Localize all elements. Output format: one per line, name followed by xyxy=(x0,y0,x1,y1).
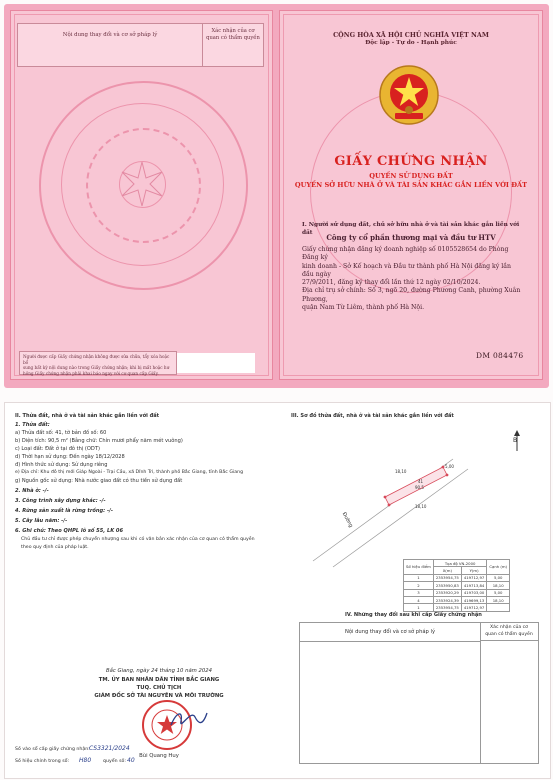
back-right-page xyxy=(285,409,543,769)
coordinate-table: Số hiệu điểm Tọa độ VN-2000 Cạnh (m) X(m) Y(m) 1 2353954,75 419712,97 5,00 2 2353950,83 419713,84 18,10 3 2353920,29 419703,00 5,00 4 2353924,39 419699,13 18,10 1 2353954,75 419712,97 xyxy=(403,559,510,612)
book-number-value: H80 xyxy=(79,757,92,764)
notice-box: Người được cấp Giấy chứng nhận không được sửa chữa, tẩy xóa hoặc bổ sung bất kỳ nội dung nào trong Giấy chứng nhận; khi bị mất hoặc hư hỏng Giấy chứng nhận phải khai báo ngay với cơ quan cấp Giấy. xyxy=(19,351,177,375)
certificate-front xyxy=(4,4,549,388)
certificate-subtitle-2: QUYỀN SỞ HỮU NHÀ Ở VÀ TÀI SẢN KHÁC GẮN LIỀN VỚI ĐẤT xyxy=(294,181,528,189)
issue-date: Bắc Giang, ngày 24 tháng 10 năm 2024 xyxy=(105,668,213,674)
front-left-page xyxy=(10,10,273,380)
parcel-number: 41 xyxy=(418,479,424,484)
book-number-label: Số hiệu chính trong sổ: xyxy=(15,759,70,764)
dimension-top: 18,10 xyxy=(395,469,407,474)
owner-name: Công ty cổ phần thương mại và đầu tư HTV xyxy=(326,233,496,242)
redaction-box xyxy=(177,353,255,373)
national-emblem-icon xyxy=(378,63,440,127)
parcel-diagram xyxy=(293,439,503,569)
section-iii-heading: III. Sơ đồ thửa đất, nhà ở và tài sản khác gắn liền với đất xyxy=(291,413,454,419)
table-row: 1 2353954,75 419712,97 5,00 xyxy=(404,574,510,581)
dimension-side: 5,00 xyxy=(445,464,454,469)
issuing-director: GIÁM ĐỐC SỞ TÀI NGUYÊN VÀ MÔI TRƯỜNG xyxy=(94,693,224,699)
nation-motto: Độc lập - Tự do - Hạnh phúc xyxy=(365,40,457,46)
certificate-subtitle-1: QUYỀN SỬ DỤNG ĐẤT xyxy=(369,172,453,180)
issuing-org: TM. ỦY BAN NHÂN DÂN TỈNH BẮC GIANG xyxy=(98,677,220,683)
table-row: 4 2353924,39 419699,13 18,10 xyxy=(404,596,510,603)
owner-details: Giấy chứng nhận đăng ký doanh nghiệp số 0105528654 do Phòng Đăng ký kinh doanh - Sở Kế hoạch và Đầu tư thành phố Hà Nội đăng ký lần đầu ngày 27/9/2011, đăng ký thay đổi lần thứ 12 ngày 02/10/2024. Địa chỉ trụ sở chính: Số 3, ngõ 20, đường Phương Canh, phường Xuân Phương, quận Nam Từ Liêm, thành phố Hà Nội. xyxy=(302,246,521,312)
road-label: Đường xyxy=(340,511,354,529)
certificate-title: GIẤY CHỨNG NHẬN xyxy=(334,154,488,169)
changes-col-content: Nội dung thay đổi và cơ sở pháp lý xyxy=(18,24,203,66)
section-iv-heading: IV. Những thay đổi sau khi cấp Giấy chứng nhận xyxy=(345,612,482,618)
changes-table-header xyxy=(17,23,264,67)
drum-star-icon xyxy=(117,159,167,209)
reg-number-label: Số vào sổ cấp giấy chứng nhận: xyxy=(15,747,90,752)
owner-section-heading: I. Người sử dụng đất, chủ sở hữu nhà ở và tài sản khác gắn liền với đất xyxy=(302,222,520,237)
serial-number: DM 084476 xyxy=(476,351,524,360)
section-ii-heading: II. Thửa đất, nhà ở và tài sản khác gắn liền với đất xyxy=(15,413,160,419)
signature-icon xyxy=(169,707,209,731)
north-label: B xyxy=(513,437,518,444)
dimension-bottom: 18,10 xyxy=(415,504,427,509)
front-right-page xyxy=(279,10,543,380)
changes-table: Nội dung thay đổi và cơ sở pháp lý Xác nhận của cơ quan có thẩm quyền xyxy=(299,622,539,764)
certificate-back xyxy=(4,402,551,779)
changes-col-confirm: Xác nhận của cơ quan có thẩm quyền xyxy=(206,28,260,41)
parcel-area: 90,5 xyxy=(415,485,424,490)
signer-name: Bùi Quang Huy xyxy=(139,753,179,759)
reg-number-value: CS3321/2024 xyxy=(89,745,130,752)
table-row: 2 2353950,83 419713,84 18,10 xyxy=(404,582,510,589)
table-row: 1 2353954,75 419712,97 xyxy=(404,604,510,611)
volume-number-value: 40 xyxy=(127,757,135,764)
back-left-page: II. Thửa đất, nhà ở và tài sản khác gắn liền với đất 1. Thửa đất: a) Thửa đất số: 41, tờ bản đồ số: 60 b) Diện tích: 90,5 m² (Bằng chữ: Chín mươi phẩy năm mét vuông) c) Loại đất: Đất ở tại đô thị (ODT) d) Thời hạn sử dụng: Đến ngày 18/12/2028 đ) Hình thức sử dụng: Sử dụng riêng e) Địa chỉ: Khu đô thị mới Giáp Ngoài - Trại Cầu, xã Dĩnh Trì, thành phố Bắc Giang, tỉnh Bắc Giang g) Nguồn gốc sử dụng: Nhà nước giao đất có thu tiền sử dụng đất 2. Nhà ở: -/- 3. Công trình xây dựng khác: -/- 4. Rừng sản xuất là rừng trồng: -/- 5. Cây lâu năm: -/- 6. Ghi chú: Theo QHPL lô số 55, LK 06 Chủ đầu tư chỉ được phép chuyển nhượng sau khi có văn bản xác nhận của cơ quan có thẩm quyền theo quy định của pháp luật. Bắc Giang, ngày 24 tháng 10 năm 2024 TM. ỦY BAN NHÂN DÂN TỈNH BẮC GIANG TUQ. CHỦ TỊCH GIÁM ĐỐC SỞ TÀI NGUYÊN VÀ MÔI TRƯỜNG Bùi Quang Huy Số vào sổ cấp giấy chứng nhận: CS3321/2024 Số hiệu chính trong sổ: H80 quyển số: 40 xyxy=(9,409,273,769)
nation-name: CỘNG HÒA XÃ HỘI CHỦ NGHĨA VIỆT NAM xyxy=(333,31,489,39)
issuing-authority: TUQ. CHỦ TỊCH xyxy=(136,685,182,691)
table-row: 3 2353920,29 419703,00 5,00 xyxy=(404,589,510,596)
